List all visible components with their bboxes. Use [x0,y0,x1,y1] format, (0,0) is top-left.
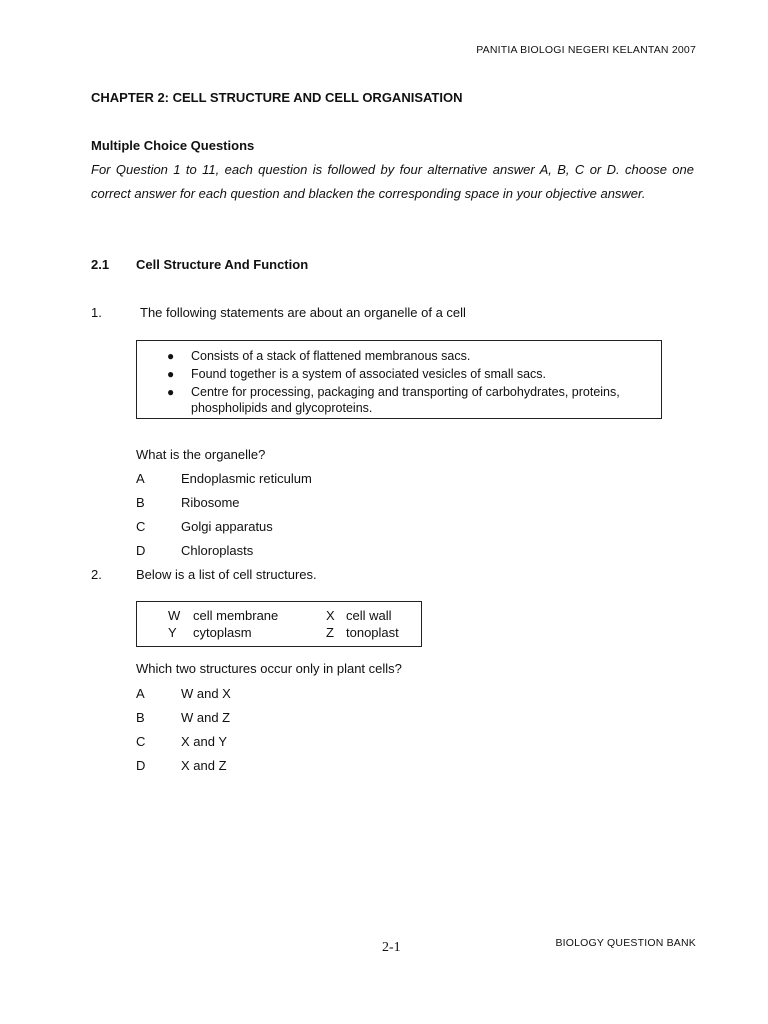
question-text: Below is a list of cell structures. [136,567,317,582]
question-number: 1. [91,305,102,320]
statements-list [167,348,647,418]
structure-name: cell membrane [193,608,279,623]
bullet-icon: ● [167,349,175,363]
option-text: W and X [181,686,231,701]
page-number: 2-1 [382,940,401,955]
mcq-instructions: For Question 1 to 11, each question is followed by four alternative answer A, B, C or D. choose one correct answer for each question and blacken the corresponding space in your objective answer. [91,162,694,201]
option-text: Golgi apparatus [181,519,273,534]
statement-text: Found together is a system of associated vesicles of small sacs. [191,367,547,381]
option-letter: D [136,543,146,558]
question-text: The following statements are about an organelle of a cell [140,305,466,320]
question-number: 2. [91,567,102,582]
statement-text: Consists of a stack of flattened membranous sacs. [191,349,471,363]
statements-box [136,340,662,419]
option-letter: B [136,710,145,725]
structure-letter: Z [326,625,334,640]
structure-letter: W [168,608,181,623]
option-text: X and Y [181,734,228,749]
chapter-title: CHAPTER 2: CELL STRUCTURE AND CELL ORGANISATION [91,90,463,105]
bullet-icon: ● [167,367,175,381]
statement-item [167,348,647,364]
option-text: X and Z [181,758,227,773]
option-text: Ribosome [181,495,240,510]
question-prompt: Which two structures occur only in plant cells? [136,661,402,676]
structure-name: cell wall [346,608,392,623]
statement-item [167,366,647,382]
structure-letter: Y [168,625,177,640]
structure-name: cytoplasm [193,625,252,640]
header-text: PANITIA BIOLOGI NEGERI KELANTAN 2007 [476,44,696,56]
bullet-icon: ● [167,385,175,399]
option-letter: A [136,686,145,701]
section-title: Cell Structure And Function [136,257,309,272]
structure-name: tonoplast [346,625,399,640]
structures-box [136,601,422,647]
option-text: Chloroplasts [181,543,254,558]
question-prompt: What is the organelle? [136,447,266,462]
mcq-title: Multiple Choice Questions [91,138,255,153]
statement-text: Centre for processing, packaging and transporting of carbohydrates, proteins, phospholipids and glycoproteins. [191,385,620,415]
option-letter: C [136,519,146,534]
footer-text: BIOLOGY QUESTION BANK [555,937,696,949]
option-letter: C [136,734,146,749]
option-letter: D [136,758,146,773]
statement-item [167,384,647,416]
option-letter: A [136,471,145,486]
structure-letter: X [326,608,335,623]
section-number: 2.1 [91,257,110,272]
option-text: Endoplasmic reticulum [181,471,312,486]
option-text: W and Z [181,710,231,725]
option-letter: B [136,495,145,510]
